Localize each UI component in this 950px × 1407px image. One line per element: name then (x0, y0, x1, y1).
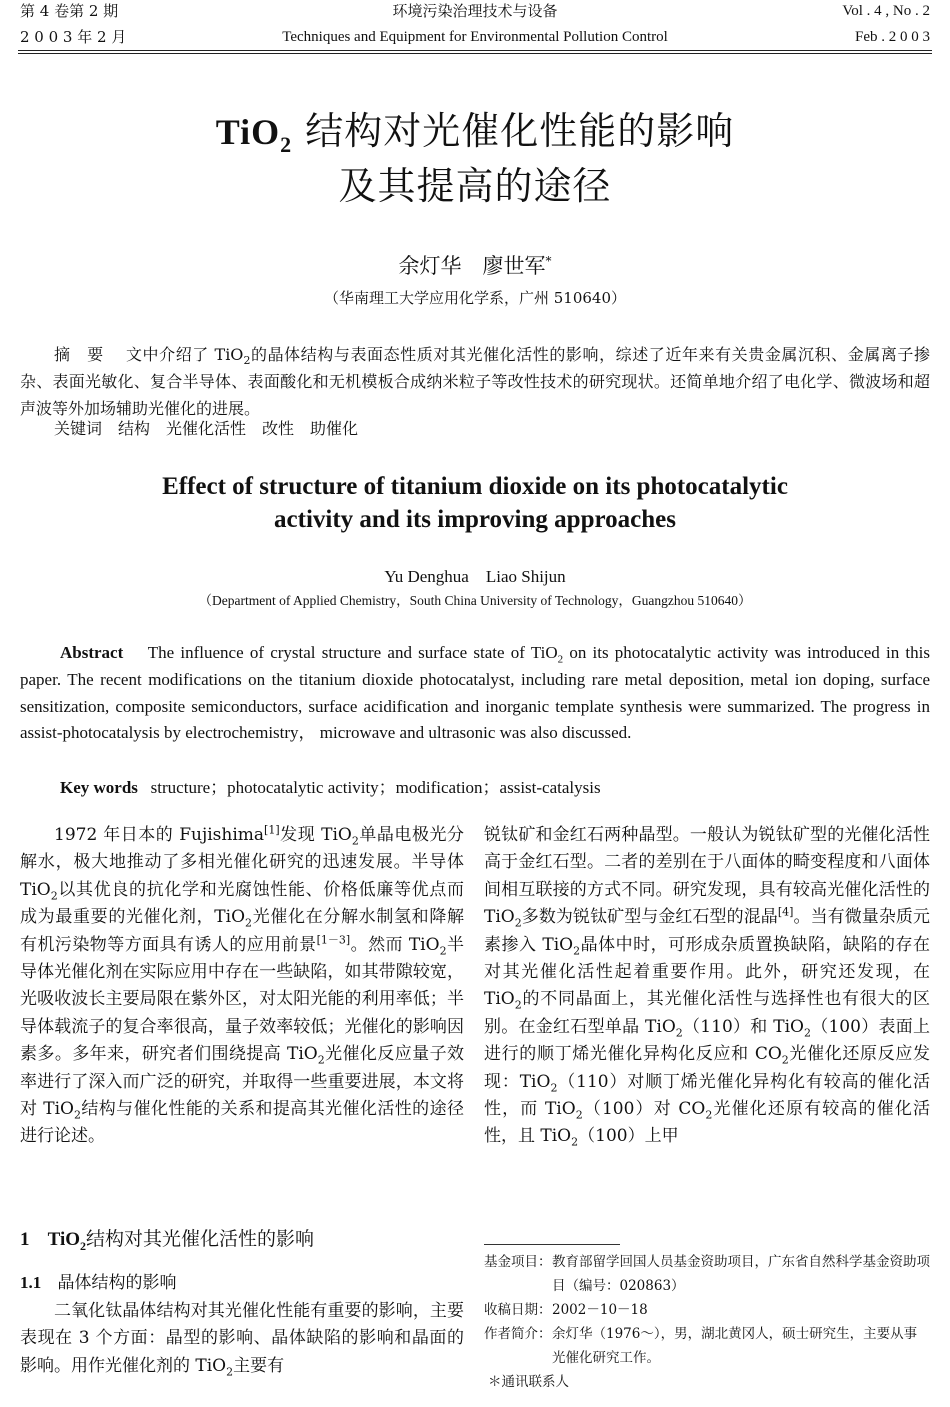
header-rule-top (18, 50, 932, 51)
date-en: Feb . 2 0 0 3 (855, 29, 930, 45)
paper-title-en: Effect of structure of titanium dioxide on its photocatalytic activity and its improving approaches (162, 473, 788, 533)
crystal-structure-paragraph: 二氧化钛晶体结构对其光催化性能有重要的影响，主要表现在 3 个方面：晶型的影响、晶体缺陷的影响和晶面的影响。用作光催化剂的 TiO$_2$主要有 (20, 1301, 464, 1379)
affiliation-en: （Department of Applied Chemistry，South China University of Technology，Guangzhou 510640） (198, 593, 752, 608)
abstract-en-label: Abstract (60, 643, 124, 662)
footnote-corresponding: ＊通讯联系人 (488, 1374, 569, 1390)
abstract-cn: 摘 要 文中介绍了 TiO$_2$的晶体结构与表面态性质对其光催化活性的影响，综述了近年来有关贵金属沉积、金属离子掺杂、表面光敏化、复合半导体、表面酸化和无机模板合成纳米粒子等改性技术的研究现状。还简单地介绍了电化学、微波场和超声波等外加场辅助光催化的进展。 (20, 345, 930, 418)
footnote-author: 作者简介： 余灯华（1976～），男，湖北黄冈人，硕士研究生，主要从事光催化研究工作。 (484, 1326, 918, 1366)
keywords-cn (54, 415, 930, 442)
journal-title-en: Techniques and Equipment for Environmental Pollution Control (282, 29, 668, 45)
title-line1: 结构对光催化性能的影响 (305, 109, 735, 153)
body-left-column (20, 822, 464, 1151)
issue-number: 第 4 卷第 2 期 (20, 2, 119, 20)
abstract-cn-label: 摘 要 (54, 345, 104, 364)
keywords-en-items: structure；photocatalytic activity；modification；assist-catalysis (150, 778, 601, 797)
section-1-heading: 1 TiO$_2$结构对其光催化活性的影响 (20, 1228, 315, 1253)
footnote-rule (484, 1244, 620, 1245)
paper-title-cn (0, 104, 950, 213)
keywords-cn-items: 结构 光催化活性 改性 助催化 (118, 419, 359, 438)
authors-cn: 余灯华 廖世军* (398, 254, 552, 278)
keywords-en-label: Key words (60, 778, 138, 797)
authors-en: Yu Denghua Liao Shijun (384, 567, 566, 586)
footnote-funding: 基金项目： 教育部留学回国人员基金资助项目，广东省自然科学基金资助项目（编号：020863） (484, 1254, 930, 1294)
footnotes (484, 1250, 930, 1394)
affiliation-cn: （华南理工大学应用化学系，广州 510640） (323, 289, 627, 307)
volume-en: Vol . 4 , No . 2 (842, 3, 930, 19)
abstract-en: Abstract The influence of crystal structure and surface state of TiO$_2$ on its photocatalytic activity was introduced in this paper. The recent modifications on the titanium dioxide photocatalyst, including rare metal deposition, metal ion doping, surface sensitization, composite semiconductors, surface acidification and inorganic template synthesis were summarized. The progress in assist-photocatalysis by electrochemistry， microwave and ultrasonic was also discussed. (20, 643, 930, 743)
body-right-column: 锐钛矿和金红石两种晶型。一般认为锐钛矿型的光催化活性高于金红石型。二者的差别在于八面体的畸变程度和八面体间相互联接的方式不同。研究发现，具有较高光催化活性的 TiO$_2$多数为锐钛矿型与金红石型的混晶[4]。当有微量杂质元素掺入 TiO$_2$晶体中时，可形成杂质置换缺陷，缺陷的存在对其光催化活性起着重要作用。此外，研究还发现，在 TiO$_2$的不同晶面上，其光催化活性与选择性也有很大的区别。在金红石型单晶 TiO$_2$（110）和 TiO$_2$（100）表面上进行的顺丁烯光催化异构化反应和 $CO_2$光催化还原反应发现：TiO$_2$（110）对顺丁烯光催化异构化有较高的催化活性，而 TiO$_2$（100）对 $CO_2$光催化还原有较高的催化活性，且 TiO$_2$（100）上甲 (484, 825, 931, 1149)
issue-date: 2 0 0 3 年 2 月 (20, 28, 127, 46)
title-line2: 及其提高的途径 (338, 164, 612, 208)
section-1-1-heading: 1.1 晶体结构的影响 (20, 1273, 177, 1293)
footnote-received: 收稿日期： 2002－10－18 (484, 1302, 648, 1318)
intro-paragraph: 1972 年日本的 Fujishima[1]发现 TiO$_2$单晶电极光分解水，极大地推动了多相光催化研究的迅速发展。半导体 TiO$_2$以其优良的抗化学和光腐蚀性能、价格低廉等优点而成为最重要的光催化剂，TiO$_2$光催化在分解水制氢和降解有机污染物等方面具有诱人的应用前景[1－3]。然而 TiO$_2$半导体光催化剂在实际应用中存在一些缺陷，如其带隙较宽，光吸收波长主要局限在紫外区，对太阳光能的利用率低；半导体载流子的复合率很高，量子效率较低；光催化的影响因素多。多年来，研究者们围绕提高 TiO$_2$光催化反应量子效率进行了深入而广泛的研究，并取得一些重要进展，本文将对 TiO$_2$结构与催化性能的关系和提高其光催化活性的途径进行论述。 (20, 823, 465, 1147)
header-rule-bottom (18, 53, 932, 54)
title-formula: TiO$_2$ (215, 112, 293, 158)
keywords-cn-label: 关键词 (54, 419, 103, 438)
journal-title-cn: 环境污染治理技术与设备 (392, 2, 558, 20)
keywords-en (60, 775, 601, 801)
